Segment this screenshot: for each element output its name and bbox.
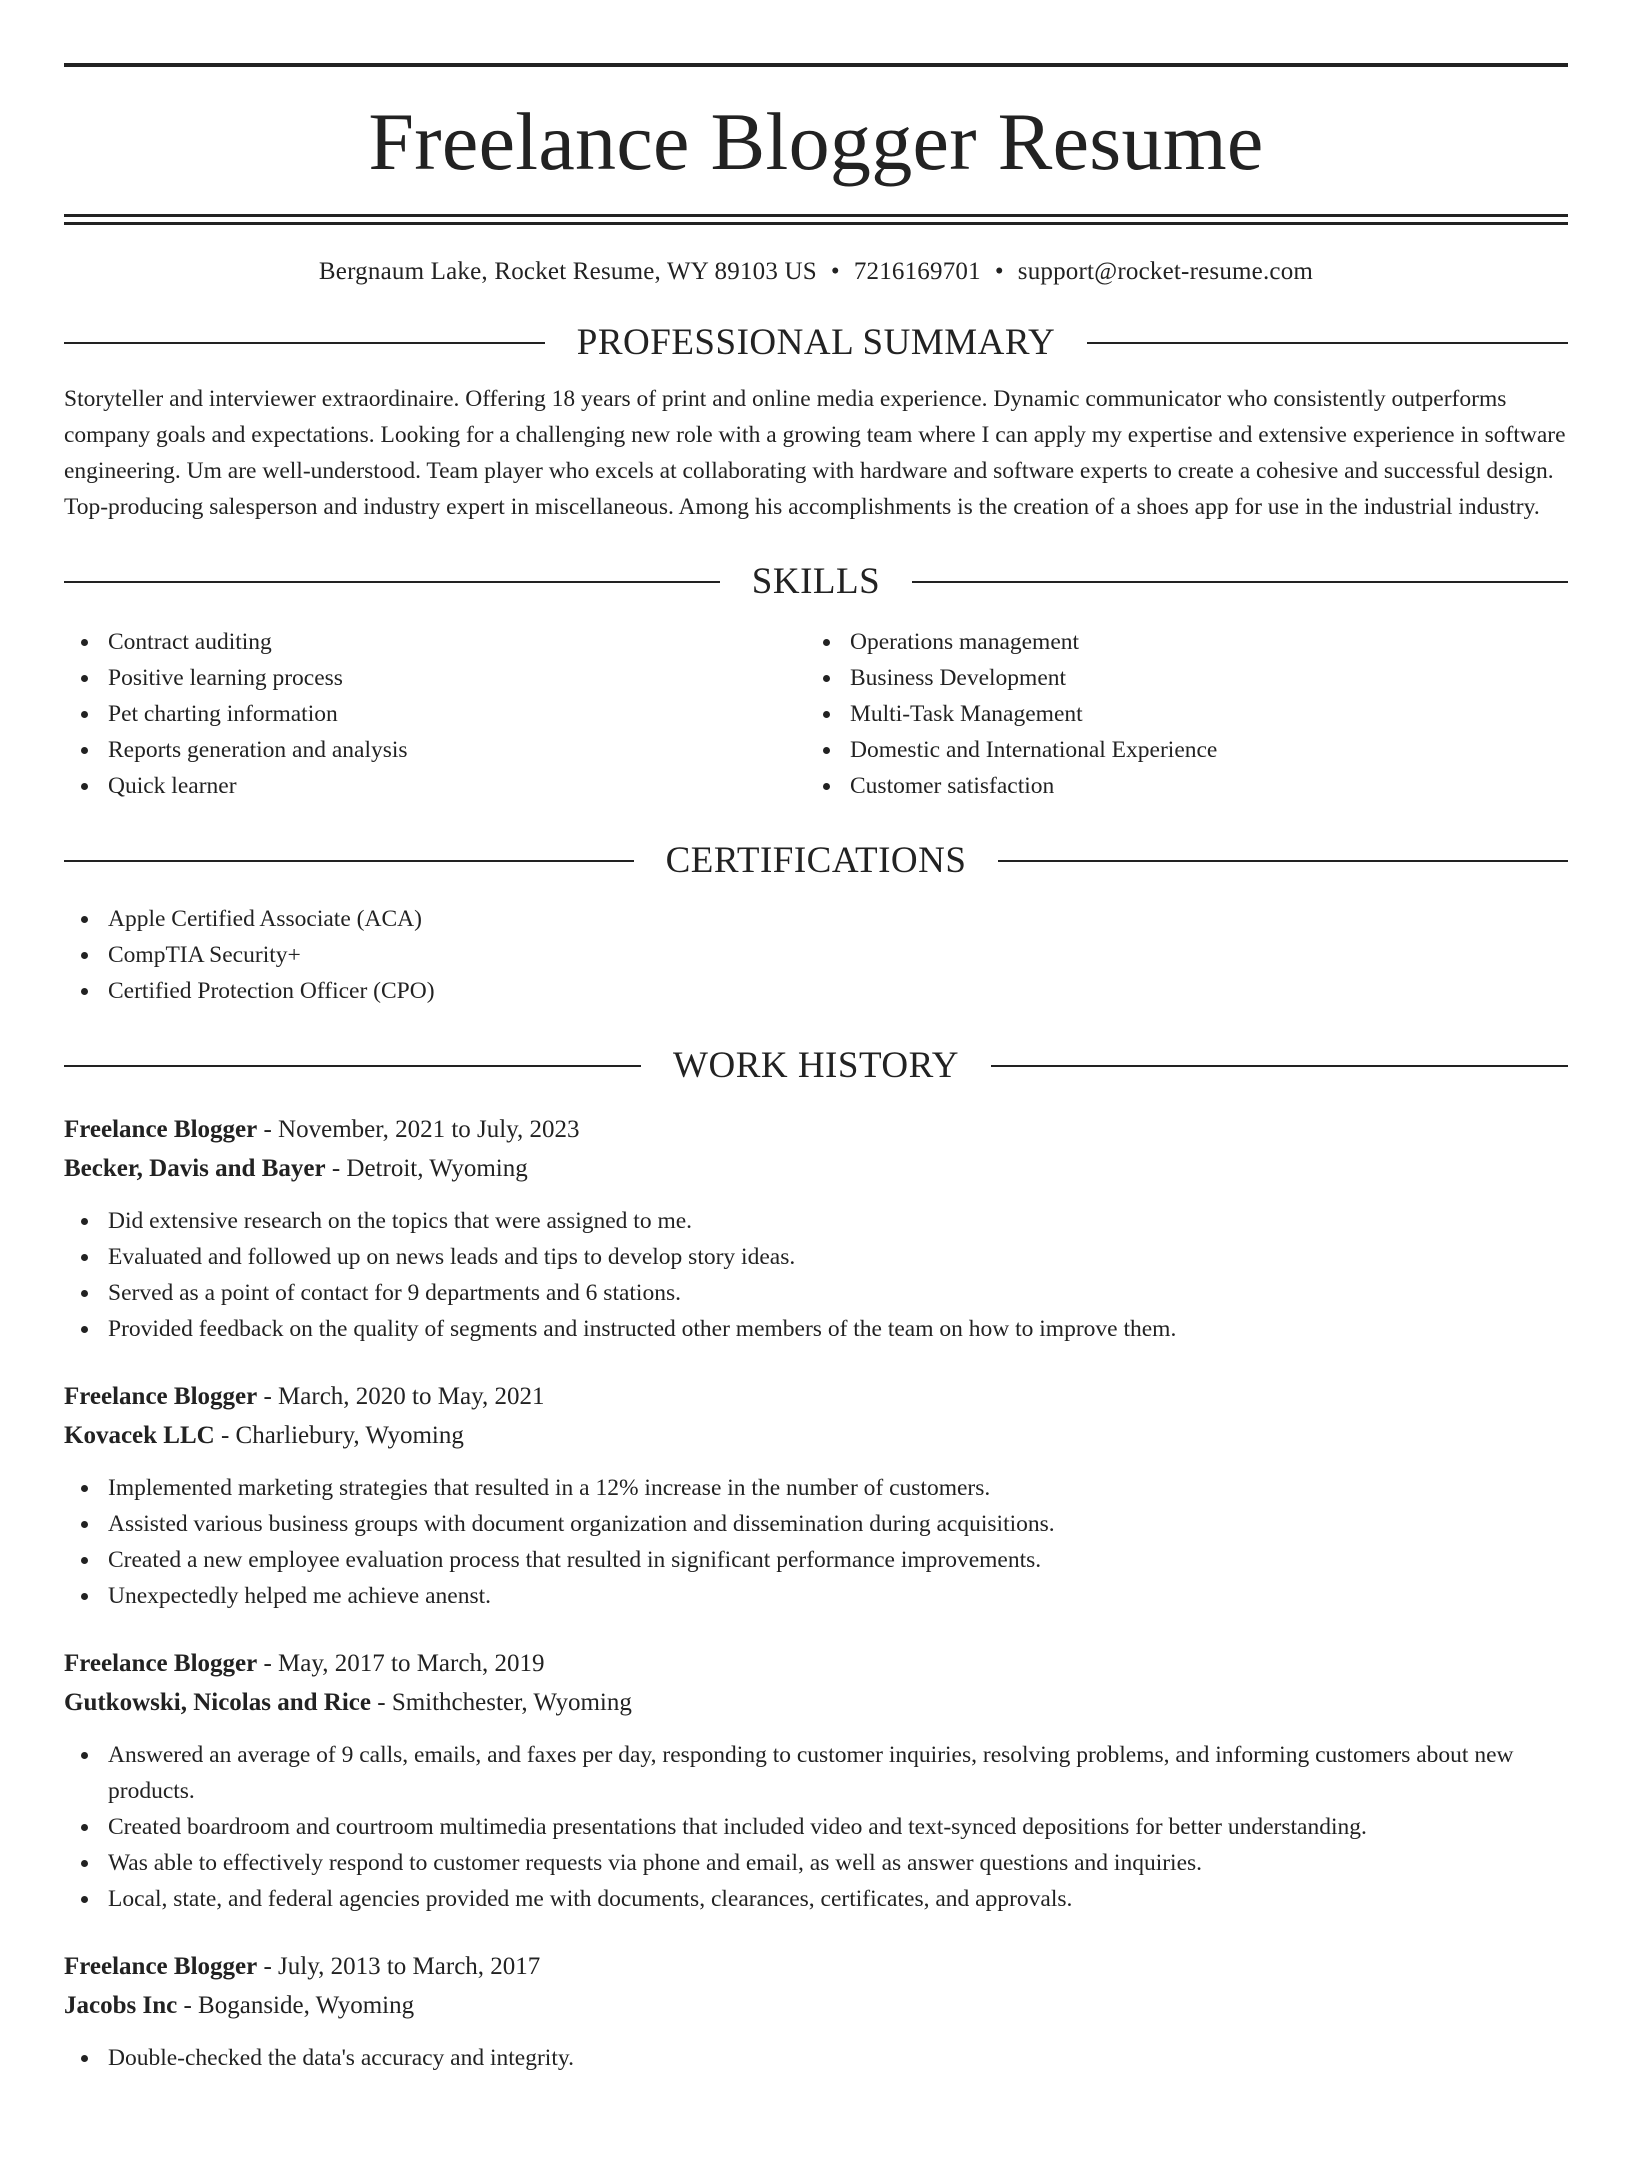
job-entry [64,1644,1568,1917]
section-rule [64,342,545,344]
skills-list-left [64,624,806,804]
job-bullet: Did extensive research on the topics that were assigned to me. [64,1203,1568,1239]
section-rule [64,581,720,583]
job-company: Jacobs Inc [64,1992,178,2019]
job-bullet: Unexpectedly helped me achieve anenst. [64,1578,1568,1614]
job-dates: November, 2021 to July, 2023 [278,1116,580,1143]
job-bullet: Served as a point of contact for 9 departments and 6 stations. [64,1275,1568,1311]
skill-item: Business Development [806,660,1548,696]
section-header-work-history [64,1047,1568,1084]
job-company-line [64,1416,1568,1455]
section-rule [991,1065,1568,1067]
contact-address: Bergnaum Lake, Rocket Resume, WY 89103 US [318,258,817,285]
job-title: Freelance Blogger [64,1953,258,1980]
contact-separator: • [830,258,840,285]
job-dash: - [257,1383,279,1410]
job-dash: - [257,1650,279,1677]
certification-item: Apple Certified Associate (ACA) [64,901,1568,937]
job-location: Detroit, Wyoming [346,1155,528,1182]
job-bullets [64,2040,1568,2076]
section-rule [64,1065,641,1067]
job-dash: - [214,1422,236,1449]
job-title: Freelance Blogger [64,1383,258,1410]
job-entry [64,1110,1568,1347]
title-double-rule [64,214,1568,225]
section-rule [1087,342,1568,344]
job-bullet: Assisted various business groups with document organization and dissemination during acquisitions. [64,1506,1568,1542]
job-title: Freelance Blogger [64,1116,258,1143]
job-bullets [64,1737,1568,1917]
section-title-certifications: CERTIFICATIONS [665,840,967,881]
certification-item: Certified Protection Officer (CPO) [64,973,1568,1009]
job-dates: March, 2020 to May, 2021 [278,1383,545,1410]
job-location: Boganside, Wyoming [198,1992,415,2019]
page-title: Freelance Blogger Resume [368,96,1264,187]
job-company: Kovacek LLC [64,1422,215,1449]
job-title-line [64,1110,1568,1149]
job-company-line [64,1683,1568,1722]
section-header-certifications [64,842,1568,879]
job-bullet: Evaluated and followed up on news leads and tips to develop story ideas. [64,1239,1568,1275]
job-company-line [64,1149,1568,1188]
section-header-summary [64,324,1568,361]
skill-item: Contract auditing [64,624,806,660]
top-rule [64,63,1568,67]
job-bullet: Was able to effectively respond to customer requests via phone and email, as well as answer questions and inquiries. [64,1845,1568,1881]
job-bullets [64,1203,1568,1347]
job-title-line [64,1377,1568,1416]
certifications-list [64,901,1568,1009]
job-location: Smithchester, Wyoming [391,1689,632,1716]
skill-item: Quick learner [64,768,806,804]
job-dash: - [177,1992,199,2019]
job-dash: - [325,1155,347,1182]
job-title-line [64,1947,1568,1986]
job-dates: May, 2017 to March, 2019 [278,1650,545,1677]
job-dates: July, 2013 to March, 2017 [278,1953,541,1980]
section-rule [64,860,634,862]
skills-columns [64,624,1568,804]
job-title-line [64,1644,1568,1683]
section-rule [912,581,1568,583]
job-bullet: Answered an average of 9 calls, emails, and faxes per day, responding to customer inquiries, resolving problems, and informing customers about new products. [64,1737,1568,1809]
job-entry [64,1377,1568,1614]
job-bullet: Created boardroom and courtroom multimedia presentations that included video and text-synced depositions for better understanding. [64,1809,1568,1845]
section-title-summary: PROFESSIONAL SUMMARY [576,322,1056,363]
job-title: Freelance Blogger [64,1650,258,1677]
job-bullet: Provided feedback on the quality of segments and instructed other members of the team on how to improve them. [64,1311,1568,1347]
job-dash: - [257,1116,279,1143]
resume-page [0,63,1632,2175]
skills-list-right [806,624,1548,804]
section-title-skills: SKILLS [751,561,881,602]
job-bullet: Local, state, and federal agencies provided me with documents, clearances, certificates, and approvals. [64,1881,1568,1917]
contact-separator: • [994,258,1004,285]
section-title-work-history: WORK HISTORY [673,1045,959,1086]
skill-item: Reports generation and analysis [64,732,806,768]
job-company: Gutkowski, Nicolas and Rice [64,1689,371,1716]
job-bullets [64,1470,1568,1614]
job-bullet: Double-checked the data's accuracy and integrity. [64,2040,1568,2076]
summary-text: Storyteller and interviewer extraordinaire. Offering 18 years of print and online media experience. Dynamic communicator who consistently outperforms company goals and expectations. Looking for a challenging new role with a growing team where I can apply my expertise and extensive experience in software engineering. Um are well-understood. Team player who excels at collaborating with hardware and software experts to create a cohesive and successful design. Top-producing salesperson and industry expert in miscellaneous. Among his accomplishments is the creation of a shoes app for use in the industrial industry. [64,386,1566,520]
skill-item: Multi-Task Management [806,696,1548,732]
skill-item: Pet charting information [64,696,806,732]
contact-phone[interactable]: 7216169701 [853,258,981,285]
skill-item: Positive learning process [64,660,806,696]
job-company-line [64,1986,1568,2025]
contact-email[interactable]: support@rocket-resume.com [1017,258,1314,285]
job-dash: - [370,1689,392,1716]
job-bullet: Created a new employee evaluation process that resulted in significant performance improvements. [64,1542,1568,1578]
skill-item: Customer satisfaction [806,768,1548,804]
section-rule [998,860,1568,862]
job-bullet: Implemented marketing strategies that resulted in a 12% increase in the number of customers. [64,1470,1568,1506]
contact-line [64,259,1568,284]
certification-item: CompTIA Security+ [64,937,1568,973]
job-location: Charliebury, Wyoming [235,1422,464,1449]
job-entry [64,1947,1568,2076]
skill-item: Operations management [806,624,1548,660]
section-header-skills [64,563,1568,600]
skill-item: Domestic and International Experience [806,732,1548,768]
job-company: Becker, Davis and Bayer [64,1155,326,1182]
job-dash: - [257,1953,279,1980]
